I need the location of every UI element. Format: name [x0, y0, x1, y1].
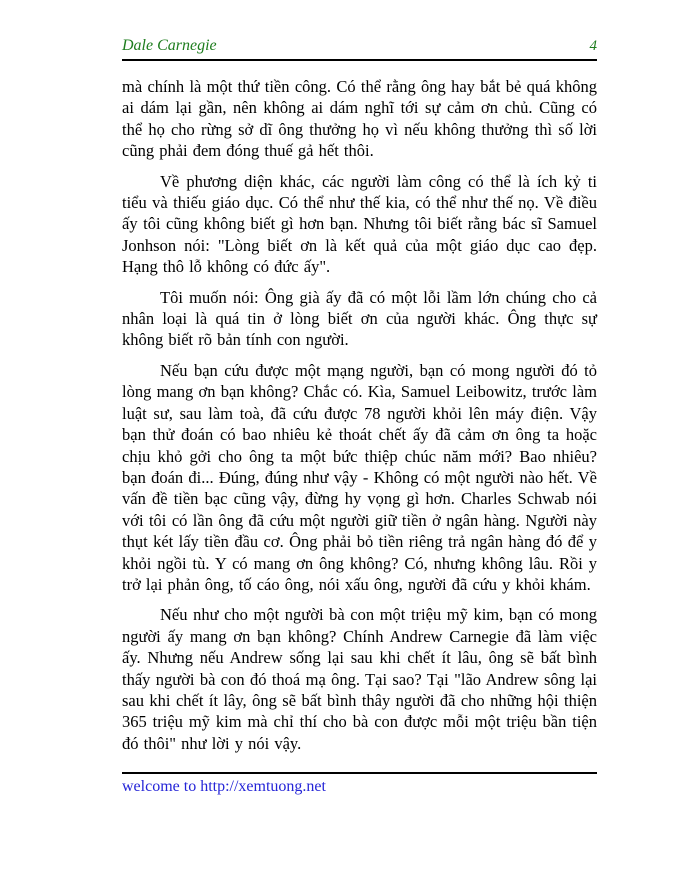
footer-rule [122, 772, 597, 774]
paragraph: mà chính là một thứ tiền công. Có thể rằng ông hay bắt bẻ quá không ai dám lại gần, nên không ai dám nghĩ tới sự cảm ơn chủ. Cũng có thể họ cho rừng sở dĩ ông thưởng họ vì nếu không thưởng thì số lời cũng phải đem đóng thuế gả hết thôi. [122, 77, 597, 161]
page-header [122, 37, 597, 55]
header-rule [122, 59, 597, 61]
paragraph: Nếu như cho một người bà con một triệu mỹ kim, bạn có mong người ấy mang ơn bạn không? Chính Andrew Carnegie đã làm việc ấy. Nhưng nếu Andrew sống lại sau khi chết ít lâu, ông sẽ bất bình thấy người bà con đó thoá mạ ông. Tại sao? Tại "lão Andrew sông lại sau khi chết ít lây, ông sẽ bất bình thây người đã cho những hội thiện 365 triệu mỹ kim mà chỉ thí cho bà con được mỗi một triệu bần tiện đó thôi" như lời y nói vậy. [122, 605, 597, 753]
paragraph: Về phương diện khác, các người làm công có thể là ích kỷ ti tiểu và thiếu giáo dục. Có thể như thế kia, có thể như thế nọ. Về điều ấy tôi cũng không biết gì hơn bạn. Nhưng tôi biết rằng bác sĩ Samuel Jonhson nói: "Lòng biết ơn là kết quả của một giáo dục cao đẹp. Hạng thô lỗ không có đức ấy". [122, 171, 597, 277]
page-number: 4 [589, 38, 597, 54]
footer-link[interactable]: welcome to http://xemtuong.net [122, 778, 326, 795]
paragraph: Nếu bạn cứu được một mạng người, bạn có mong người đó tỏ lòng mang ơn bạn không? Chắc có. Kìa, Samuel Leibowitz, trước làm luật sư, sau làm toà, đã cứu được 78 người khỏi lên máy điện. Vậy bạn thử đoán có bao nhiêu kẻ thoát chết ấy đã cảm ơn ông ta hoặc chịu khỏ gởi cho ông ta một bức thiệp chúc năm mới? Bao nhiêu? bạn đoán đi... Đúng, đúng như vậy - Không có một người nào hết. Về vấn đề tiền bạc cũng vậy, đừng hy vọng gì hơn. Charles Schwab nói với tôi có lần ông đã cứu một người giữ tiền ở ngân hàng. Người này thụt két lấy tiền đầu cơ. Ông phải bỏ tiền riêng trả ngân hàng đó để y khỏi ngồi tù. Y có mang ơn ông không? Có, nhưng không lâu. Rồi y trở lại phản ông, tố cáo ông, nói xấu ông, người đã cứu y khỏi khám. [122, 360, 597, 594]
running-header-title: Dale Carnegie [122, 37, 217, 54]
page-body [122, 76, 597, 763]
page-footer [122, 772, 597, 796]
paragraph: Tôi muốn nói: Ông già ấy đã có một lỗi lầm lớn chúng cho cả nhân loại là quá tin ở lòng biết ơn của người khác. Ông thực sự không biết rõ bản tính con người. [122, 287, 597, 350]
